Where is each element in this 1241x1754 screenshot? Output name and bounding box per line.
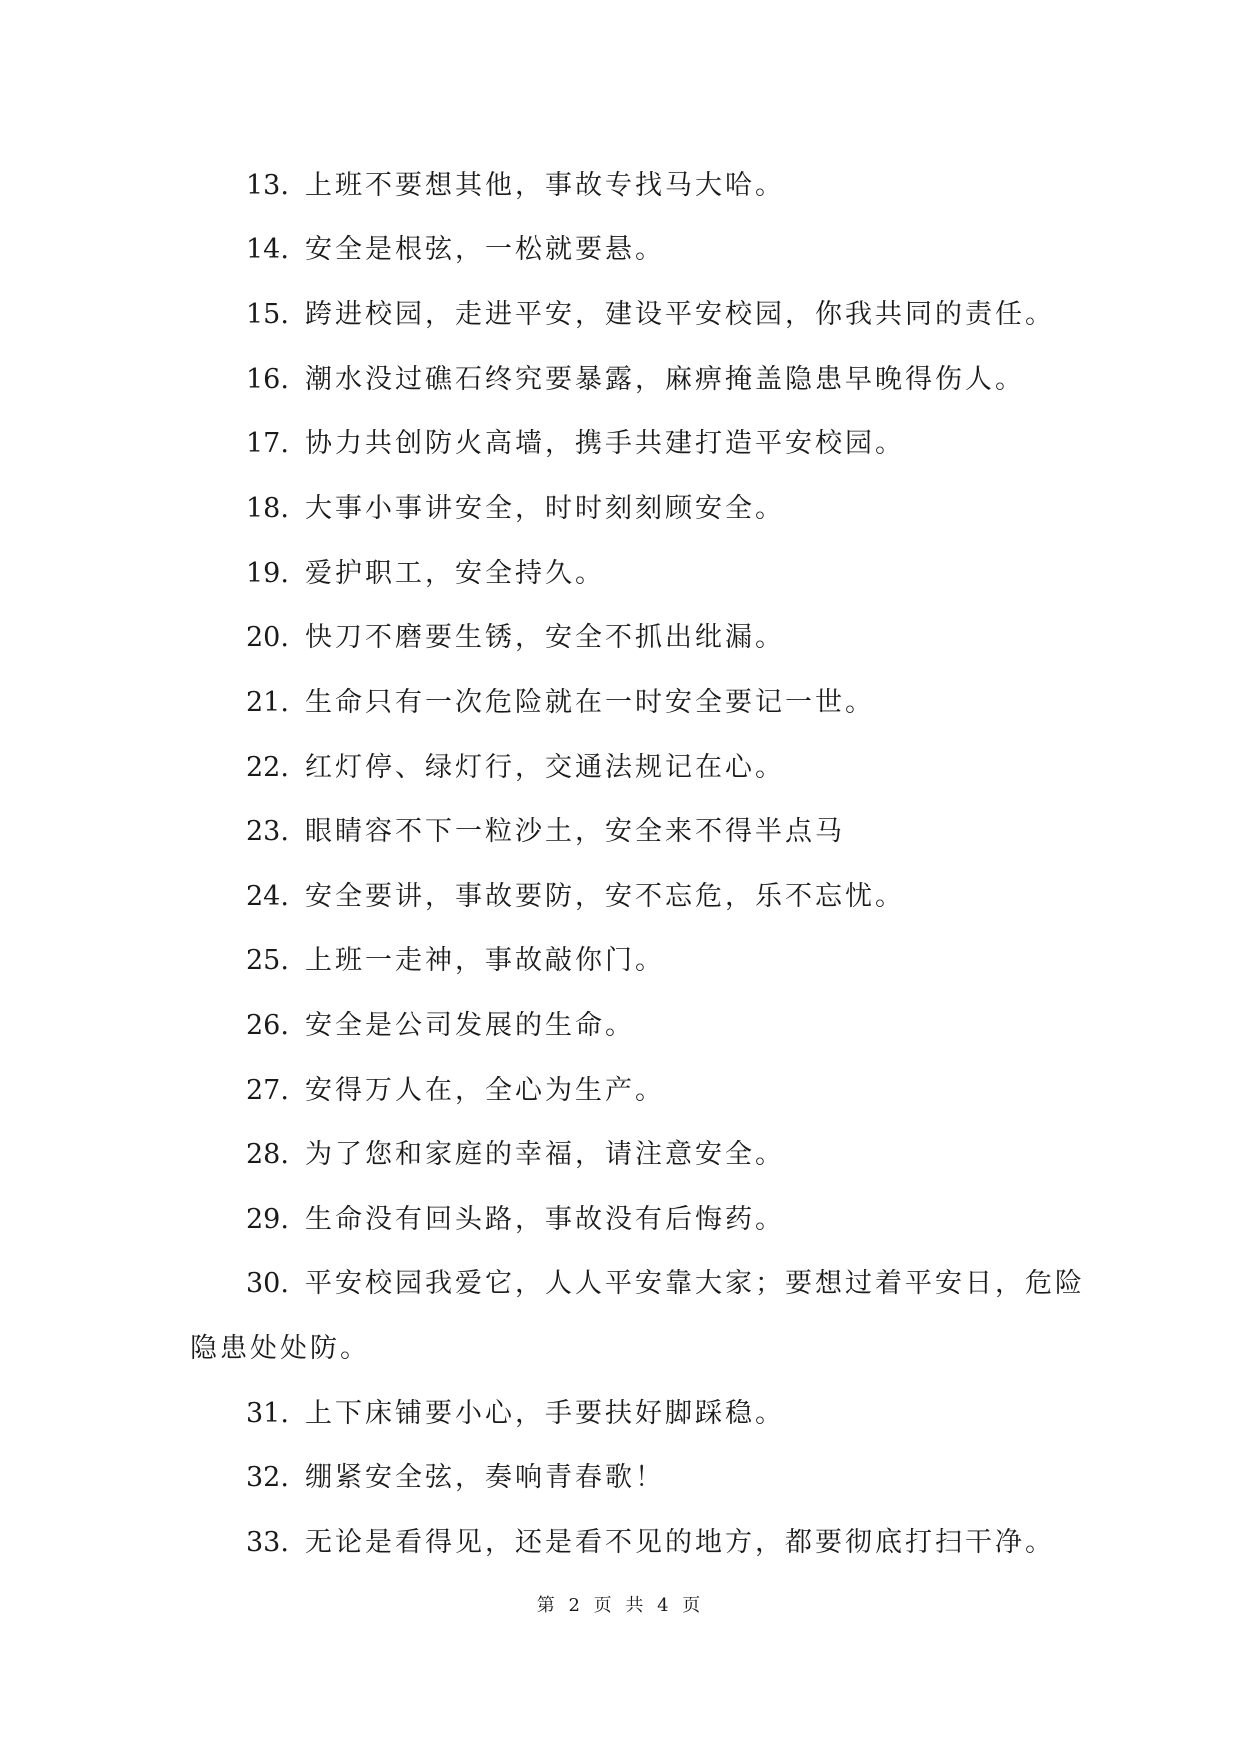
item-text-continued: 隐患处处防。 <box>190 1333 370 1364</box>
item-number: 25. <box>246 945 289 976</box>
item-text: 潮水没过礁石终究要暴露，麻痹掩盖隐患早晚得伤人。 <box>305 364 1025 395</box>
item-number: 17. <box>246 428 289 459</box>
item-number: 32. <box>246 1462 289 1493</box>
item-text: 安全要讲，事故要防，安不忘危，乐不忘忧。 <box>305 881 905 912</box>
item-text: 生命没有回头路，事故没有后悔药。 <box>305 1204 785 1235</box>
item-text: 为了您和家庭的幸福，请注意安全。 <box>305 1139 785 1170</box>
item-number: 33. <box>246 1527 289 1558</box>
item-number: 18. <box>246 493 289 524</box>
item-number: 20. <box>246 622 289 653</box>
item-text: 上班一走神，事故敲你门。 <box>305 945 665 976</box>
item-text: 红灯停、绿灯行，交通法规记在心。 <box>305 752 785 783</box>
item-number: 28. <box>246 1139 289 1170</box>
item-number: 22. <box>246 752 289 783</box>
item-text: 上下床铺要小心，手要扶好脚踩稳。 <box>305 1398 785 1429</box>
item-text: 生命只有一次危险就在一时安全要记一世。 <box>305 687 875 718</box>
item-text: 绷紧安全弦，奏响青春歌！ <box>305 1462 665 1493</box>
item-text: 安全是根弦，一松就要悬。 <box>305 234 665 265</box>
item-number: 30. <box>246 1268 289 1299</box>
item-number: 19. <box>246 558 289 589</box>
item-number: 31. <box>246 1398 289 1429</box>
item-text: 眼睛容不下一粒沙土，安全来不得半点马 <box>305 816 845 847</box>
item-text: 跨进校园，走进平安，建设平安校园，你我共同的责任。 <box>305 299 1055 330</box>
item-number: 21. <box>246 687 289 718</box>
page-footer: 第 2 页 共 4 页 <box>536 1595 705 1616</box>
item-text: 大事小事讲安全，时时刻刻顾安全。 <box>305 493 785 524</box>
item-number: 24. <box>246 881 289 912</box>
item-text: 协力共创防火高墙，携手共建打造平安校园。 <box>305 428 905 459</box>
item-text: 安全是公司发展的生命。 <box>305 1010 635 1041</box>
item-number: 13. <box>246 170 289 201</box>
item-text: 无论是看得见，还是看不见的地方，都要彻底打扫干净。 <box>305 1527 1055 1558</box>
item-text: 安得万人在，全心为生产。 <box>305 1075 665 1106</box>
item-number: 26. <box>246 1010 289 1041</box>
item-text: 上班不要想其他，事故专找马大哈。 <box>305 170 785 201</box>
item-number: 16. <box>246 364 289 395</box>
item-number: 14. <box>246 234 289 265</box>
item-number: 27. <box>246 1075 289 1106</box>
item-text: 快刀不磨要生锈，安全不抓出纰漏。 <box>305 622 785 653</box>
item-number: 29. <box>246 1204 289 1235</box>
item-number: 15. <box>246 299 289 330</box>
item-number: 23. <box>246 816 289 847</box>
item-text: 平安校园我爱它，人人平安靠大家；要想过着平安日，危险 <box>305 1268 1085 1299</box>
item-text: 爱护职工，安全持久。 <box>305 558 605 589</box>
